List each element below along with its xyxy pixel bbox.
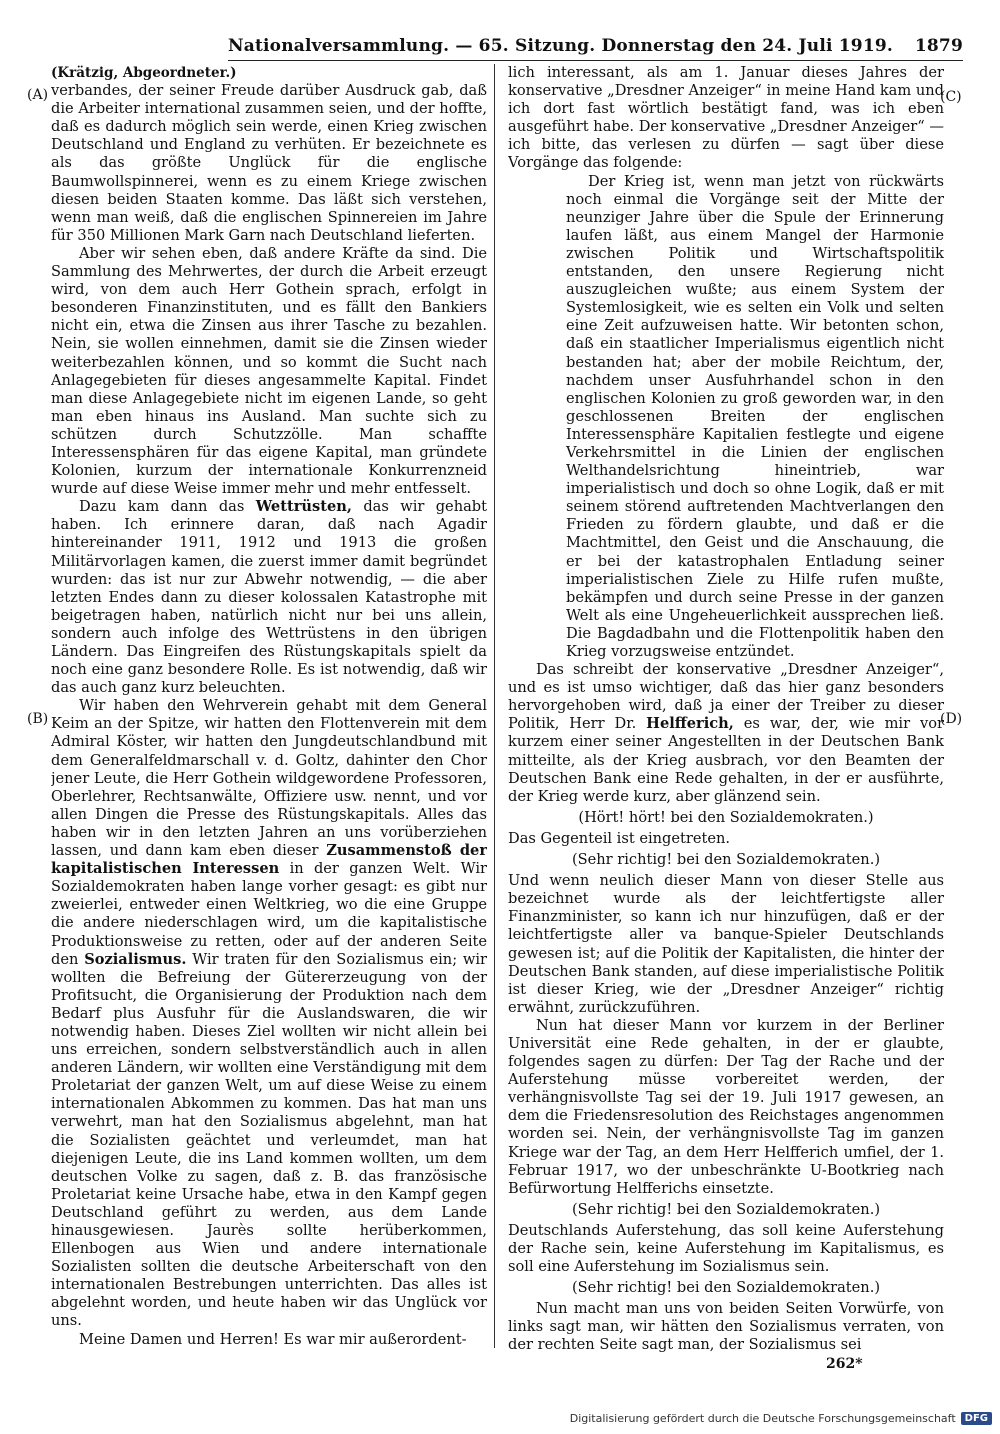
header-page-number: 1879 bbox=[914, 36, 963, 56]
paragraph: verbandes, der seiner Freude darüber Ausdruck gab, daß die Arbeiter international zusammen seien, und der hoffte, daß es dadurch möglich sein werde, einen Krieg zwischen Deutschland und England zu verhüten. Er bezeichnete es als das größte Unglück für die englische Baumwollspinnerei, wenn es zu einem Kriege zwischen diesen beiden Staaten komme. Das läßt sich verstehen, wenn man weiß, daß die englischen Spinnereien im Jahre für 350 Millionen Mark Garn nach Deutschland lieferten. bbox=[51, 82, 487, 244]
text-run: es war, der, wie mir vor kurzem einer seiner Angestellten in der Deutschen Bank mitteilte, als der Krieg ausbrach, vor den Beamten der Deutschen Bank eine Rede gehalten, in der er ausführte, der Krieg werde kurz, aber glänzend sein. bbox=[508, 715, 944, 805]
right-column bbox=[508, 64, 944, 1354]
text-run: das wir gehabt haben. Ich erinnere daran, daß nach Agadir hintereinander 1911, 1912 und 1913 die großen Militärvorlagen kamen, die zuerst immer damit begründet wurden: das ist nur zur Abwehr notwendig, — die aber letzten Endes dann zu dieser kolossalen Katastrophe mit beigetragen haben, natürlich nicht nur bei uns allein, sondern auch infolge des Wettrüstens in den übrigen Ländern. Das Eingreifen des Rüstungskapitals spielt da noch eine ganz besondere Rolle. Es ist notwendig, daß wir das auch ganz kurz beleuchten. bbox=[51, 498, 487, 697]
paragraph bbox=[508, 661, 944, 806]
sheet-number: 262* bbox=[826, 1356, 863, 1372]
emphasis-sozialismus: Sozialismus. bbox=[84, 950, 187, 968]
interjection: (Sehr richtig! bei den Sozialdemokraten.) bbox=[571, 851, 881, 869]
footer bbox=[570, 1412, 992, 1425]
paragraph bbox=[51, 697, 487, 1330]
paragraph: Und wenn neulich dieser Mann von dieser Stelle aus bezeichnet wurde als der leichtfertigste aller Finanzminister, so kann ich nur hinzufügen, daß er der leichtfertigste aller va banque-Spieler Deutschlands gewesen ist; auf die Politik der Kapitalisten, die hinter der Deutschen Bank standen, auf diese imperialistische Politik ist dieser Krieg, wie der „Dresdner Anzeiger“ richtig erwähnt, zurückzuführen. bbox=[508, 872, 944, 1016]
newspaper-quote: Der Krieg ist, wenn man jetzt von rückwärts noch einmal die Vorgänge seit der Mitte der neunziger Jahre über die Spule der Erinnerung laufen läßt, aus einem Mangel der Harmonie zwischen Politik und Wirtschaftspolitik entstanden, den unsere Regierung nicht auszugleichen wußte; aus einem System der Systemlosigkeit, wie es selten ein Volk und selten eine Zeit aufzuweisen hatte. Wir betonten schon, daß ein staatlicher Imperialismus eigentlich nicht bestanden hat; aber der mobile Reichtum, der, nachdem unser Ausfuhrhandel schon in den englischen Kolonien zu groß geworden war, in den geschlossenen Breiten der englischen Interessensphäre Kapitalien festlegte und eigene Verkehrsmittel in die Linien der englischen Welthandelsrichtung hineintrieb, war imperialistisch und doch so ohne Logik, daß er mit seinem störend auftretenden Machtverlangen den Frieden zu fördern glaubte, und daß er die Machtmittel, den Geist und die Anschauung, die er bei der katastrophalen Entladung seiner imperialistischen Ziele zu Hilfe rufen mußte, bekämpfen und durch seine Presse in der ganzen Welt als eine Ungeheuerlichkeit aussprechen ließ. Die Bagdadbahn und die Flottenpolitik haben den Krieg vorzugsweise entzündet. bbox=[566, 172, 944, 660]
paragraph bbox=[51, 498, 487, 697]
emphasis-wettruesten: Wettrüsten, bbox=[255, 498, 352, 516]
text-run: Das schreibt der konservative „Dresdner Anzeiger“, und es ist umso wichtiger, daß das hier ganz besonders hervorgehoben wird, daß ja einer der Treiber zu dieser Politik, Herr Dr. bbox=[508, 661, 944, 733]
page-header bbox=[228, 34, 963, 61]
paragraph: Aber wir sehen eben, daß andere Kräfte da sind. Die Sammlung des Mehrwertes, der durch die Arbeit erzeugt wird, von dem auch Herr Gothein sprach, erfolgt in besonderen Finanzinstituten, und es fällt den Bankiers nicht ein, etwa die Zinsen aus ihrer Tasche zu bezahlen. Nein, sie wollen einnehmen, damit sie die Zinsen wieder weiterbezahlen können, und so kommt die Sucht nach Anlagegebieten für dieses angesammelte Kapital. Findet man diese Anlagegebiete nicht im eigenen Lande, so geht man eben hinaus ins Ausland. Man suchte sich zu schützen durch Schutzzölle. Man schaffte Interessensphären für das eigene Kapital, man gründete Kolonien, kurzum der internationale Konkurrenzneid wurde auf diese Weise immer mehr und mehr entfesselt. bbox=[51, 244, 487, 498]
margin-marker-b: (B) bbox=[27, 711, 49, 727]
emphasis-helfferich: Helfferich, bbox=[646, 715, 734, 733]
paragraph: Nun macht man uns von beiden Seiten Vorwürfe, von links sagt man, wir hätten den Sozialismus verraten, von der rechten Seite sagt man, der Sozialismus sei bbox=[508, 1300, 944, 1354]
footer-text: Digitalisierung gefördert durch die Deutsche Forschungsgemeinschaft bbox=[569, 1412, 956, 1425]
margin-marker-d: (D) bbox=[940, 711, 963, 727]
margin-marker-a: (A) bbox=[27, 87, 49, 103]
margin-marker-c: (C) bbox=[940, 89, 962, 105]
column-divider bbox=[494, 64, 495, 1348]
paragraph: Deutschlands Auferstehung, das soll keine Auferstehung der Rache sein, keine Auferstehung im Kapitalismus, es soll eine Auferstehung im Sozialismus sein. bbox=[508, 1221, 944, 1276]
text-run: Dazu kam dann das bbox=[79, 498, 245, 516]
speaker-label: (Krätzig, Abgeordneter.) bbox=[51, 65, 237, 81]
interjection: (Hört! hört! bei den Sozialdemokraten.) bbox=[578, 808, 874, 826]
text-run: Wir traten für den Sozialismus ein; wir wollten die Befreiung der Gütererzeugung von der Profitsucht, die Organisierung der Produktion nach dem Bedarf plus Ausfuhr für die Auslandswaren, die wir notwendig haben. Dieses Ziel wollten wir nicht allein bei uns erreichen, sondern selbstverständlich auch in allen anderen Ländern, wir wollten eine Verständigung mit dem Proletariat der ganzen Welt, um auf diese Weise zu einem internationalen Abkommen zu kommen. Das hat man uns verwehrt, man hat den Sozialismus abgelehnt, man hat die Sozialisten geächtet und verleumdet, man hat diejenigen Leute, die ins Land kommen wollten, um dem deutschen Volke zu sagen, daß z. B. das französische Proletariat keine Ursache habe, etwa in den Kampf gegen Deutschland geführt zu werden, aus dem Lande hinausgewiesen. Jaurès sollte herüberkommen, Ellenbogen aus Wien und andere internationale Sozialisten sollten die deutsche Arbeiterschaft von den internationalen Bestrebungen unterrichten. Das alles ist abgelehnt worden, und heute haben wir das Unglück vor uns. bbox=[51, 950, 487, 1330]
paragraph: Meine Damen und Herren! Es war mir außerordent- bbox=[79, 1330, 467, 1348]
dfg-logo-icon: DFG bbox=[961, 1412, 992, 1425]
left-column bbox=[51, 64, 487, 1354]
text-run: Wir haben den Wehrverein gehabt mit dem General Keim an der Spitze, wir hatten den Flottenverein mit dem Admiral Köster, wir hatten den Jungdeutschlandbund mit dem Generalfeldmarschall v. d. Goltz, dahinter den Chor jener Leute, die Herr Gothein wildgewordene Professoren, Oberlehrer, Rechtsanwälte, Offiziere usw. nennt, und vor allen Dingen die Presse des Rüstungskapitals. Alles das haben wir in den letzten Jahren an uns vorüberziehen lassen, und dann kam eben dieser bbox=[51, 697, 487, 860]
interjection: (Sehr richtig! bei den Sozialdemokraten.) bbox=[571, 1279, 881, 1297]
header-title: Nationalversammlung. — 65. Sitzung. Donnerstag den 24. Juli 1919. bbox=[228, 36, 894, 56]
emphasis-zusammenstoss: Zusammenstoß der kapitalistischen Interessen bbox=[51, 842, 487, 878]
text-run: in der ganzen Welt. Wir Sozialdemokraten haben lange vorher gesagt: es gibt nur zweierlei, entweder einen Weltkrieg, wo die eine Gruppe die andere niederschlagen wird, um die kapitalistische Produktionsweise zu retten, oder auf der anderen Seite den bbox=[51, 860, 487, 968]
paragraph: Nun hat dieser Mann vor kurzem in der Berliner Universität eine Rede gehalten, in der er glaubte, folgendes sagen zu dürfen: Der Tag der Rache und der Auferstehung müsse vorbereitet werden, der verhängnisvollste Tag sei der 19. Juli 1917 gewesen, an dem die Friedensresolution des Reichstages angenommen worden sei. Nein, der verhängnisvollste Tag im ganzen Kriege war der Tag, an dem Herr Helfferich umfiel, der 1. Februar 1917, wo der unbeschränkte U-Bootkrieg nach Befürwortung Helfferichs einsetzte. bbox=[508, 1016, 944, 1197]
interjection: (Sehr richtig! bei den Sozialdemokraten.) bbox=[571, 1200, 881, 1218]
paragraph: Das Gegenteil ist eingetreten. bbox=[508, 829, 731, 847]
paragraph: lich interessant, als am 1. Januar dieses Jahres der konservative „Dresdner Anzeiger“ in meine Hand kam und ich dort fast wörtlich bestätigt fand, was ich eben ausgeführt habe. Der konservative „Dresdner Anzeiger“ — ich bitte, das verlesen zu dürfen — sagt über diese Vorgänge das folgende: bbox=[508, 64, 944, 172]
